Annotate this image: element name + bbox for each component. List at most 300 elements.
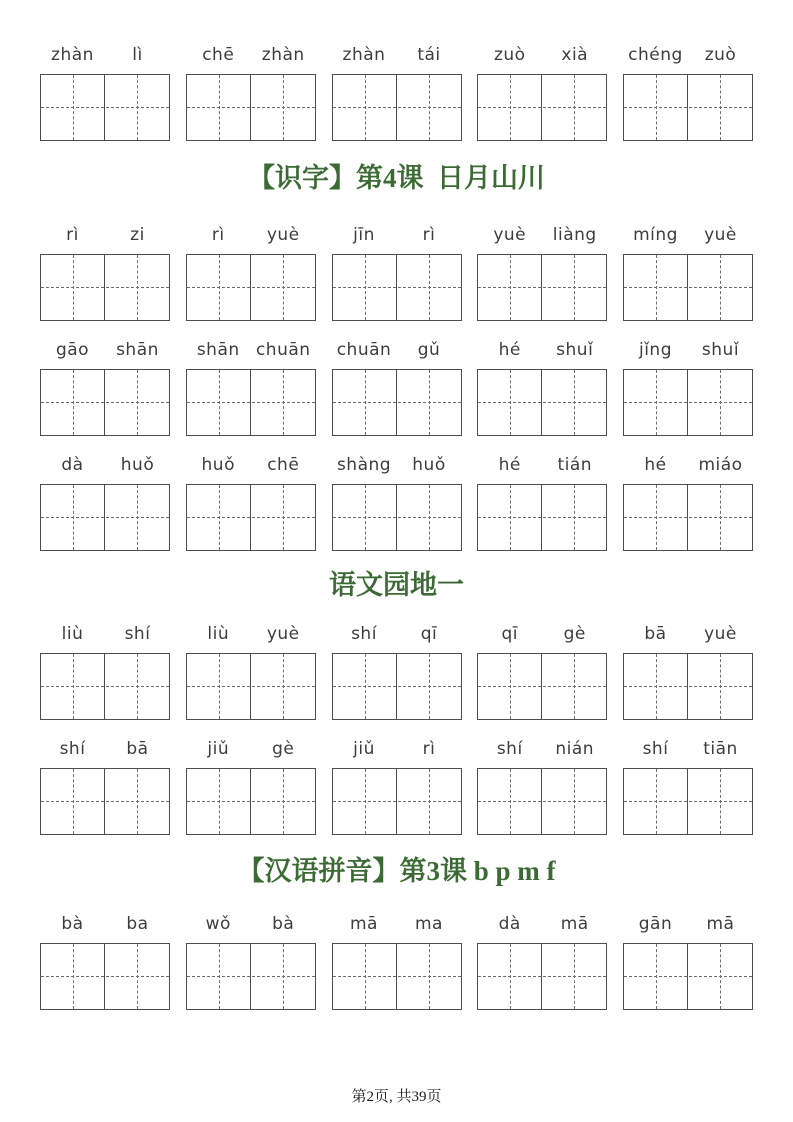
grid-vertical-guide xyxy=(510,654,511,719)
pinyin-syllable: bà xyxy=(272,914,295,934)
grid-horizontal-guide xyxy=(478,107,606,108)
tianzige-grid xyxy=(332,484,462,551)
grid-vertical-guide xyxy=(574,485,575,550)
grid-center-divider xyxy=(104,485,105,550)
tianzige-grid xyxy=(186,768,316,835)
grid-horizontal-guide xyxy=(333,976,461,977)
pinyin-pair xyxy=(186,913,316,935)
pinyin-pair xyxy=(332,738,462,760)
grid-vertical-guide xyxy=(656,255,657,320)
pinyin-syllable: wǒ xyxy=(205,914,231,934)
grid-horizontal-guide xyxy=(187,107,315,108)
pinyin-pair xyxy=(332,454,462,476)
grid-vertical-guide xyxy=(219,75,220,140)
pinyin-pair xyxy=(623,44,753,66)
pinyin-word-row xyxy=(40,738,753,835)
tianzige-grid xyxy=(186,943,316,1010)
tianzige-grid xyxy=(40,653,170,720)
grid-vertical-guide xyxy=(73,255,74,320)
pinyin-syllable: ba xyxy=(126,914,149,934)
pinyin-pair xyxy=(332,224,462,246)
section-heading-hanyu-pinyin-lesson3: 【汉语拼音】第3课 b p m f xyxy=(237,856,556,886)
grid-center-divider xyxy=(541,485,542,550)
word-group xyxy=(477,738,607,835)
grid-horizontal-guide xyxy=(333,686,461,687)
pinyin-word-row xyxy=(40,339,753,436)
tianzige-grid xyxy=(40,943,170,1010)
tianzige-grid xyxy=(186,484,316,551)
pinyin-syllable: jǐng xyxy=(638,340,672,360)
pinyin-syllable: mā xyxy=(560,914,589,934)
grid-horizontal-guide xyxy=(478,402,606,403)
word-group xyxy=(477,44,607,141)
tianzige-grid xyxy=(40,369,170,436)
tianzige-grid xyxy=(332,74,462,141)
pinyin-syllable: liù xyxy=(207,624,230,644)
tianzige-grid xyxy=(477,74,607,141)
pinyin-syllable: chéng xyxy=(628,45,683,65)
grid-vertical-guide xyxy=(219,370,220,435)
grid-horizontal-guide xyxy=(41,107,169,108)
pinyin-syllable: rì xyxy=(211,225,225,245)
pinyin-syllable: yuè xyxy=(266,624,300,644)
pinyin-syllable: huǒ xyxy=(120,455,155,475)
word-group xyxy=(623,224,753,321)
word-group xyxy=(40,623,170,720)
pinyin-pair xyxy=(40,623,170,645)
pinyin-syllable: liàng xyxy=(552,225,597,245)
tianzige-grid xyxy=(623,943,753,1010)
pinyin-word-row xyxy=(40,44,753,141)
tianzige-grid xyxy=(186,74,316,141)
pinyin-syllable: chē xyxy=(267,455,300,475)
tianzige-grid xyxy=(477,768,607,835)
grid-horizontal-guide xyxy=(624,107,752,108)
grid-horizontal-guide xyxy=(624,287,752,288)
word-group xyxy=(332,339,462,436)
pinyin-syllable: zi xyxy=(130,225,145,245)
grid-vertical-guide xyxy=(365,769,366,834)
pinyin-pair xyxy=(623,224,753,246)
pinyin-pair xyxy=(40,738,170,760)
pinyin-pair xyxy=(477,224,607,246)
pinyin-syllable: nián xyxy=(555,739,595,759)
grid-horizontal-guide xyxy=(478,686,606,687)
grid-horizontal-guide xyxy=(333,402,461,403)
page-number-footer: 第2页, 共39页 xyxy=(351,1089,442,1105)
grid-horizontal-guide xyxy=(187,801,315,802)
word-group xyxy=(40,339,170,436)
pinyin-syllable: mā xyxy=(706,914,735,934)
pinyin-syllable: gǔ xyxy=(417,340,441,360)
pinyin-syllable: shí xyxy=(124,624,151,644)
grid-vertical-guide xyxy=(73,485,74,550)
grid-center-divider xyxy=(541,769,542,834)
word-group xyxy=(186,224,316,321)
word-group xyxy=(623,454,753,551)
pinyin-syllable: zhàn xyxy=(342,45,386,65)
grid-vertical-guide xyxy=(656,485,657,550)
grid-horizontal-guide xyxy=(478,801,606,802)
grid-center-divider xyxy=(687,485,688,550)
grid-vertical-guide xyxy=(510,769,511,834)
grid-horizontal-guide xyxy=(478,287,606,288)
pinyin-syllable: gè xyxy=(272,739,295,759)
pinyin-syllable: rì xyxy=(422,739,436,759)
grid-vertical-guide xyxy=(429,255,430,320)
grid-vertical-guide xyxy=(73,944,74,1009)
grid-center-divider xyxy=(541,75,542,140)
pinyin-pair xyxy=(623,454,753,476)
pinyin-syllable: rì xyxy=(422,225,436,245)
grid-vertical-guide xyxy=(365,485,366,550)
pinyin-syllable: zuò xyxy=(493,45,526,65)
tianzige-grid xyxy=(332,768,462,835)
pinyin-word-row xyxy=(40,224,753,321)
grid-vertical-guide xyxy=(73,370,74,435)
pinyin-syllable: hé xyxy=(498,455,521,475)
pinyin-pair xyxy=(186,738,316,760)
pinyin-syllable: shí xyxy=(642,739,669,759)
pinyin-syllable: hé xyxy=(644,455,667,475)
grid-center-divider xyxy=(396,75,397,140)
tianzige-grid xyxy=(332,369,462,436)
pinyin-syllable: yuè xyxy=(704,225,737,245)
word-group xyxy=(332,454,462,551)
tianzige-grid xyxy=(623,484,753,551)
pinyin-pair xyxy=(332,339,462,361)
grid-center-divider xyxy=(687,769,688,834)
tianzige-grid xyxy=(40,768,170,835)
word-group xyxy=(186,339,316,436)
grid-vertical-guide xyxy=(429,654,430,719)
tianzige-grid xyxy=(623,653,753,720)
grid-vertical-guide xyxy=(283,255,284,320)
word-group xyxy=(623,339,753,436)
tianzige-grid xyxy=(332,943,462,1010)
pinyin-syllable: gāo xyxy=(55,340,90,360)
pinyin-word-row xyxy=(40,913,753,1010)
grid-horizontal-guide xyxy=(624,976,752,977)
pinyin-syllable: bà xyxy=(61,914,84,934)
grid-center-divider xyxy=(250,769,251,834)
word-group xyxy=(332,44,462,141)
grid-center-divider xyxy=(396,944,397,1009)
grid-horizontal-guide xyxy=(478,517,606,518)
word-group xyxy=(40,44,170,141)
grid-center-divider xyxy=(104,944,105,1009)
grid-vertical-guide xyxy=(429,370,430,435)
grid-vertical-guide xyxy=(219,944,220,1009)
grid-vertical-guide xyxy=(365,654,366,719)
pinyin-syllable: gè xyxy=(563,624,586,644)
tianzige-grid xyxy=(186,653,316,720)
word-group xyxy=(186,623,316,720)
pinyin-pair xyxy=(477,738,607,760)
grid-horizontal-guide xyxy=(187,517,315,518)
pinyin-syllable: jiǔ xyxy=(207,739,230,759)
pinyin-syllable: mā xyxy=(350,914,378,934)
pinyin-syllable: dà xyxy=(61,455,84,475)
tianzige-grid xyxy=(477,369,607,436)
grid-vertical-guide xyxy=(137,370,138,435)
grid-horizontal-guide xyxy=(333,287,461,288)
pinyin-pair xyxy=(477,623,607,645)
grid-vertical-guide xyxy=(429,75,430,140)
tianzige-grid xyxy=(186,254,316,321)
pinyin-syllable: tián xyxy=(557,455,593,475)
pinyin-syllable: lì xyxy=(132,45,143,65)
grid-vertical-guide xyxy=(283,485,284,550)
pinyin-pair xyxy=(477,913,607,935)
pinyin-syllable: tái xyxy=(417,45,441,65)
grid-vertical-guide xyxy=(720,654,721,719)
grid-center-divider xyxy=(250,370,251,435)
grid-horizontal-guide xyxy=(187,402,315,403)
grid-vertical-guide xyxy=(510,370,511,435)
pinyin-syllable: rì xyxy=(66,225,79,245)
grid-vertical-guide xyxy=(429,944,430,1009)
grid-vertical-guide xyxy=(720,769,721,834)
pinyin-syllable: zhàn xyxy=(261,45,305,65)
pinyin-syllable: qī xyxy=(420,624,438,644)
grid-vertical-guide xyxy=(574,75,575,140)
pinyin-pair xyxy=(186,454,316,476)
pinyin-syllable: liù xyxy=(61,624,84,644)
grid-center-divider xyxy=(250,654,251,719)
pinyin-syllable: xià xyxy=(561,45,589,65)
grid-center-divider xyxy=(687,75,688,140)
pinyin-syllable: shí xyxy=(496,739,523,759)
word-group xyxy=(477,224,607,321)
grid-horizontal-guide xyxy=(41,287,169,288)
grid-vertical-guide xyxy=(720,75,721,140)
pinyin-syllable: shān xyxy=(116,340,159,360)
word-group xyxy=(186,44,316,141)
pinyin-word-row xyxy=(40,623,753,720)
grid-vertical-guide xyxy=(574,370,575,435)
grid-center-divider xyxy=(250,944,251,1009)
word-group xyxy=(332,224,462,321)
grid-vertical-guide xyxy=(137,944,138,1009)
grid-horizontal-guide xyxy=(187,686,315,687)
grid-center-divider xyxy=(541,654,542,719)
tianzige-grid xyxy=(477,254,607,321)
word-group xyxy=(332,913,462,1010)
pinyin-syllable: qī xyxy=(501,624,518,644)
grid-vertical-guide xyxy=(656,944,657,1009)
pinyin-syllable: zuò xyxy=(704,45,737,65)
grid-center-divider xyxy=(396,255,397,320)
grid-vertical-guide xyxy=(720,944,721,1009)
grid-vertical-guide xyxy=(720,485,721,550)
word-group xyxy=(40,224,170,321)
grid-vertical-guide xyxy=(137,255,138,320)
grid-vertical-guide xyxy=(720,255,721,320)
grid-vertical-guide xyxy=(365,944,366,1009)
pinyin-syllable: huǒ xyxy=(412,455,446,475)
pinyin-pair xyxy=(623,339,753,361)
pinyin-pair xyxy=(40,44,170,66)
pinyin-pair xyxy=(186,339,316,361)
word-group xyxy=(40,454,170,551)
pinyin-pair xyxy=(477,339,607,361)
grid-horizontal-guide xyxy=(187,287,315,288)
pinyin-pair xyxy=(40,224,170,246)
tianzige-grid xyxy=(186,369,316,436)
tianzige-grid xyxy=(623,74,753,141)
grid-vertical-guide xyxy=(365,255,366,320)
grid-vertical-guide xyxy=(283,769,284,834)
grid-vertical-guide xyxy=(429,769,430,834)
grid-vertical-guide xyxy=(574,255,575,320)
grid-vertical-guide xyxy=(219,769,220,834)
grid-center-divider xyxy=(687,370,688,435)
grid-center-divider xyxy=(687,255,688,320)
word-group xyxy=(186,454,316,551)
grid-vertical-guide xyxy=(283,654,284,719)
grid-center-divider xyxy=(541,370,542,435)
grid-vertical-guide xyxy=(656,769,657,834)
pinyin-pair xyxy=(623,913,753,935)
grid-horizontal-guide xyxy=(624,801,752,802)
pinyin-word-row xyxy=(40,454,753,551)
pinyin-syllable: shí xyxy=(59,739,86,759)
pinyin-pair xyxy=(477,44,607,66)
pinyin-syllable: chuān xyxy=(255,340,311,360)
word-group xyxy=(623,44,753,141)
grid-horizontal-guide xyxy=(41,801,169,802)
grid-vertical-guide xyxy=(656,370,657,435)
pinyin-pair xyxy=(477,454,607,476)
pinyin-syllable: dà xyxy=(498,914,521,934)
grid-center-divider xyxy=(104,75,105,140)
grid-vertical-guide xyxy=(510,485,511,550)
grid-center-divider xyxy=(396,654,397,719)
pinyin-pair xyxy=(40,913,170,935)
grid-horizontal-guide xyxy=(624,402,752,403)
grid-vertical-guide xyxy=(137,769,138,834)
grid-vertical-guide xyxy=(137,654,138,719)
grid-center-divider xyxy=(104,255,105,320)
pinyin-pair xyxy=(186,224,316,246)
grid-center-divider xyxy=(250,75,251,140)
grid-center-divider xyxy=(104,769,105,834)
grid-horizontal-guide xyxy=(41,517,169,518)
grid-horizontal-guide xyxy=(187,976,315,977)
grid-vertical-guide xyxy=(365,370,366,435)
pinyin-syllable: shuǐ xyxy=(556,340,594,360)
tianzige-grid xyxy=(477,484,607,551)
word-group xyxy=(40,913,170,1010)
word-group xyxy=(186,913,316,1010)
pinyin-syllable: jīn xyxy=(353,225,375,245)
grid-vertical-guide xyxy=(283,944,284,1009)
grid-horizontal-guide xyxy=(333,107,461,108)
grid-vertical-guide xyxy=(510,944,511,1009)
grid-vertical-guide xyxy=(73,769,74,834)
grid-horizontal-guide xyxy=(624,517,752,518)
tianzige-grid xyxy=(477,653,607,720)
tianzige-grid xyxy=(40,74,170,141)
grid-center-divider xyxy=(687,944,688,1009)
pinyin-syllable: chuān xyxy=(336,340,392,360)
pinyin-syllable: huǒ xyxy=(201,455,235,475)
pinyin-pair xyxy=(40,454,170,476)
word-group xyxy=(332,738,462,835)
tianzige-grid xyxy=(623,768,753,835)
pinyin-syllable: tiān xyxy=(703,739,738,759)
pinyin-syllable: hé xyxy=(498,340,521,360)
grid-vertical-guide xyxy=(283,370,284,435)
tianzige-grid xyxy=(40,484,170,551)
pinyin-pair xyxy=(332,623,462,645)
grid-vertical-guide xyxy=(73,75,74,140)
pinyin-syllable: chē xyxy=(202,45,235,65)
grid-vertical-guide xyxy=(73,654,74,719)
grid-vertical-guide xyxy=(574,944,575,1009)
pinyin-syllable: zhàn xyxy=(51,45,94,65)
pinyin-syllable: bā xyxy=(644,624,667,644)
pinyin-syllable: yuè xyxy=(493,225,527,245)
grid-vertical-guide xyxy=(137,485,138,550)
pinyin-syllable: shuǐ xyxy=(701,340,740,360)
word-group xyxy=(477,454,607,551)
tianzige-grid xyxy=(623,369,753,436)
word-group xyxy=(623,913,753,1010)
pinyin-syllable: yuè xyxy=(704,624,737,644)
grid-horizontal-guide xyxy=(478,976,606,977)
pinyin-syllable: bā xyxy=(126,739,149,759)
pinyin-syllable: shí xyxy=(351,624,377,644)
pinyin-pair xyxy=(186,44,316,66)
section-heading-yuwen-yuandi-1: 语文园地一 xyxy=(329,570,464,600)
section-heading-shizi-lesson4: 【识字】第4课 日月山川 xyxy=(248,163,545,193)
grid-vertical-guide xyxy=(510,255,511,320)
grid-center-divider xyxy=(104,370,105,435)
word-group xyxy=(332,623,462,720)
word-group xyxy=(623,738,753,835)
grid-center-divider xyxy=(687,654,688,719)
grid-horizontal-guide xyxy=(41,686,169,687)
pinyin-syllable: gān xyxy=(638,914,673,934)
pinyin-syllable: yuè xyxy=(266,225,300,245)
tianzige-grid xyxy=(477,943,607,1010)
grid-center-divider xyxy=(541,255,542,320)
pinyin-pair xyxy=(332,44,462,66)
tianzige-grid xyxy=(332,254,462,321)
grid-center-divider xyxy=(541,944,542,1009)
pinyin-syllable: ma xyxy=(415,914,443,934)
grid-horizontal-guide xyxy=(624,686,752,687)
grid-horizontal-guide xyxy=(333,801,461,802)
grid-center-divider xyxy=(104,654,105,719)
grid-vertical-guide xyxy=(720,370,721,435)
tianzige-grid xyxy=(332,653,462,720)
grid-center-divider xyxy=(250,255,251,320)
grid-vertical-guide xyxy=(656,75,657,140)
word-group xyxy=(477,913,607,1010)
grid-horizontal-guide xyxy=(333,517,461,518)
grid-vertical-guide xyxy=(137,75,138,140)
grid-vertical-guide xyxy=(429,485,430,550)
grid-vertical-guide xyxy=(365,75,366,140)
pinyin-pair xyxy=(186,623,316,645)
tianzige-grid xyxy=(623,254,753,321)
grid-vertical-guide xyxy=(219,255,220,320)
word-group xyxy=(186,738,316,835)
pinyin-syllable: shān xyxy=(196,340,240,360)
